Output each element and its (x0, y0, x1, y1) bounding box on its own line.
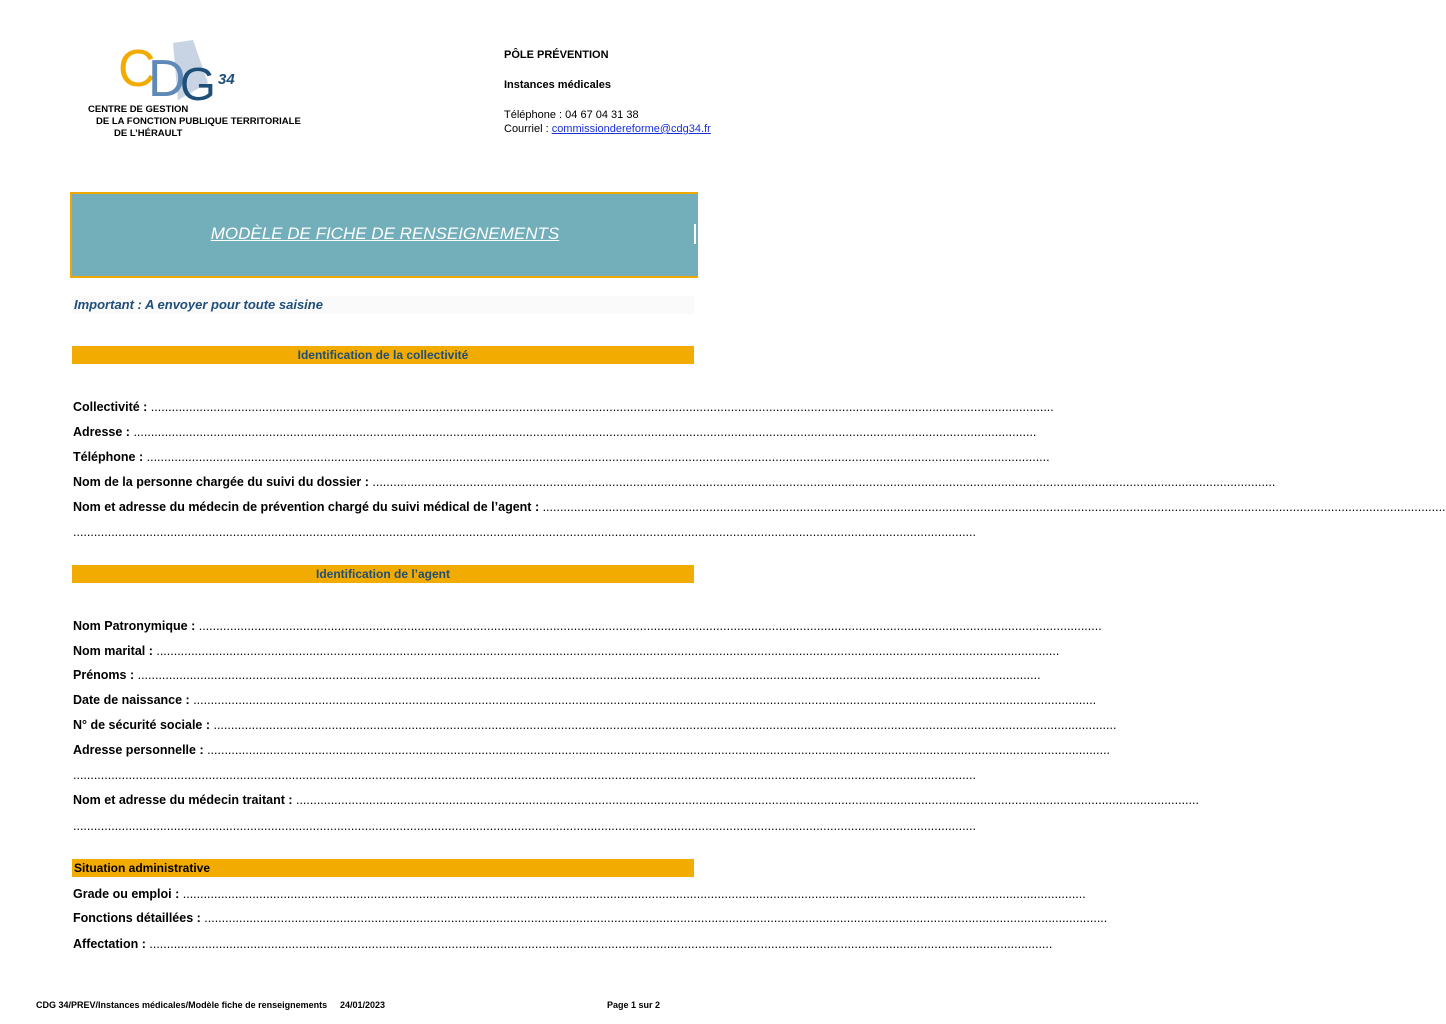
field-adresse[interactable] (73, 424, 1037, 440)
field-label: Adresse personnelle : (73, 743, 208, 757)
field-nom-patronymique[interactable] (73, 618, 1102, 634)
logo-letter-g: G (180, 58, 216, 110)
important-note: Important : A envoyer pour toute saisine (72, 296, 694, 314)
field-dots: .................................................................................................................................................................................................................................................................... (73, 819, 976, 833)
field-dots: .................................................................................................................................................................................................................................................................... (149, 937, 1053, 951)
field-dots: .................................................................................................................................................................................................................................................................... (198, 619, 1102, 633)
footer-path: CDG 34/PREV/Instances médicales/Modèle fiche de renseignements (36, 1000, 328, 1010)
field-date-naissance[interactable] (73, 692, 1097, 708)
field-label: Prénoms : (73, 668, 138, 682)
field-medecin-traitant-continued[interactable] (73, 818, 976, 834)
field-dots: .................................................................................................................................................................................................................................................................... (73, 525, 976, 539)
telephone-line: Téléphone : 04 67 04 31 38 (504, 109, 639, 121)
courriel-line (504, 122, 711, 136)
cdg-logo-mark-icon (118, 38, 258, 108)
logo-letter-c: C (118, 40, 156, 98)
field-affectation[interactable] (73, 936, 1053, 952)
logo-text (88, 104, 301, 140)
field-label: Nom marital : (73, 644, 157, 658)
field-label: Nom Patronymique : (73, 619, 199, 633)
courriel-email-link[interactable]: commissiondereforme@cdg34.fr (551, 123, 711, 135)
field-label: Fonctions détaillées : (73, 911, 205, 925)
field-dots: .................................................................................................................................................................................................................................................................... (207, 743, 1111, 757)
field-dots: .................................................................................................................................................................................................................................................................... (146, 450, 1050, 464)
field-label: Collectivité : (73, 400, 151, 414)
field-dots: .................................................................................................................................................................................................................................................................... (372, 475, 1276, 489)
field-label: Nom et adresse du médecin de prévention chargé du suivi médical de l’agent : (73, 500, 543, 514)
logo-line-1: CENTRE DE GESTION (88, 104, 189, 115)
field-dots: .................................................................................................................................................................................................................................................................... (156, 644, 1060, 658)
field-dots: .................................................................................................................................................................................................................................................................... (133, 425, 1037, 439)
field-dots: .................................................................................................................................................................................................................................................................... (204, 911, 1108, 925)
logo-number: 34 (218, 71, 235, 88)
field-dots: .................................................................................................................................................................................................................................................................... (542, 500, 1446, 514)
pole-title: PÔLE PRÉVENTION (504, 49, 609, 61)
section-collectivite-heading: Identification de la collectivité (72, 346, 694, 364)
field-medecin-prevention-continued[interactable] (73, 524, 976, 540)
field-collectivite[interactable] (73, 399, 1054, 415)
field-nom-marital[interactable] (73, 643, 1060, 659)
section-agent-heading: Identification de l’agent (72, 565, 694, 583)
field-adresse-personnelle[interactable] (73, 742, 1111, 758)
field-personne-suivi[interactable] (73, 474, 1276, 490)
field-prenoms[interactable] (73, 667, 1041, 683)
field-medecin-traitant[interactable] (73, 792, 1199, 808)
logo-line-3: DE L’HÉRAULT (114, 128, 183, 139)
field-label: Nom et adresse du médecin traitant : (73, 793, 296, 807)
field-adresse-personnelle-continued[interactable] (73, 767, 976, 783)
field-label: Téléphone : (73, 450, 147, 464)
field-label: Date de naissance : (73, 693, 194, 707)
footer-page: Page 1 sur 2 (607, 1000, 661, 1010)
field-dots: .................................................................................................................................................................................................................................................................... (137, 668, 1041, 682)
title-banner (70, 192, 698, 278)
courriel-label: Courriel : (504, 123, 552, 135)
field-dots: .................................................................................................................................................................................................................................................................... (213, 718, 1117, 732)
field-dots: .................................................................................................................................................................................................................................................................... (182, 887, 1086, 901)
section-administrative-heading: Situation administrative (72, 859, 694, 877)
cdg34-logo (88, 38, 301, 148)
field-label: Affectation : (73, 937, 150, 951)
field-fonctions-detaillees[interactable] (73, 910, 1108, 926)
field-label: Adresse : (73, 425, 134, 439)
field-securite-sociale[interactable] (73, 717, 1117, 733)
field-label: N° de sécurité sociale : (73, 718, 214, 732)
field-dots: .................................................................................................................................................................................................................................................................... (295, 793, 1199, 807)
field-dots: .................................................................................................................................................................................................................................................................... (73, 768, 976, 782)
field-medecin-prevention[interactable] (73, 499, 1446, 515)
field-label: Nom de la personne chargée du suivi du dossier : (73, 475, 373, 489)
field-telephone[interactable] (73, 449, 1050, 465)
logo-line-2: DE LA FONCTION PUBLIQUE TERRITORIALE (96, 116, 301, 127)
footer-date: 24/01/2023 (340, 1000, 386, 1010)
field-dots: .................................................................................................................................................................................................................................................................... (150, 400, 1054, 414)
header-contact (504, 48, 711, 136)
field-label: Grade ou emploi : (73, 887, 183, 901)
logo-letter-d: D (148, 50, 186, 108)
instances-title: Instances médicales (504, 79, 612, 91)
title-cursor-bar (694, 224, 696, 244)
field-dots: .................................................................................................................................................................................................................................................................... (193, 693, 1097, 707)
document-title: MODÈLE DE FICHE DE RENSEIGNEMENTS (210, 224, 560, 243)
field-grade-emploi[interactable] (73, 886, 1086, 902)
